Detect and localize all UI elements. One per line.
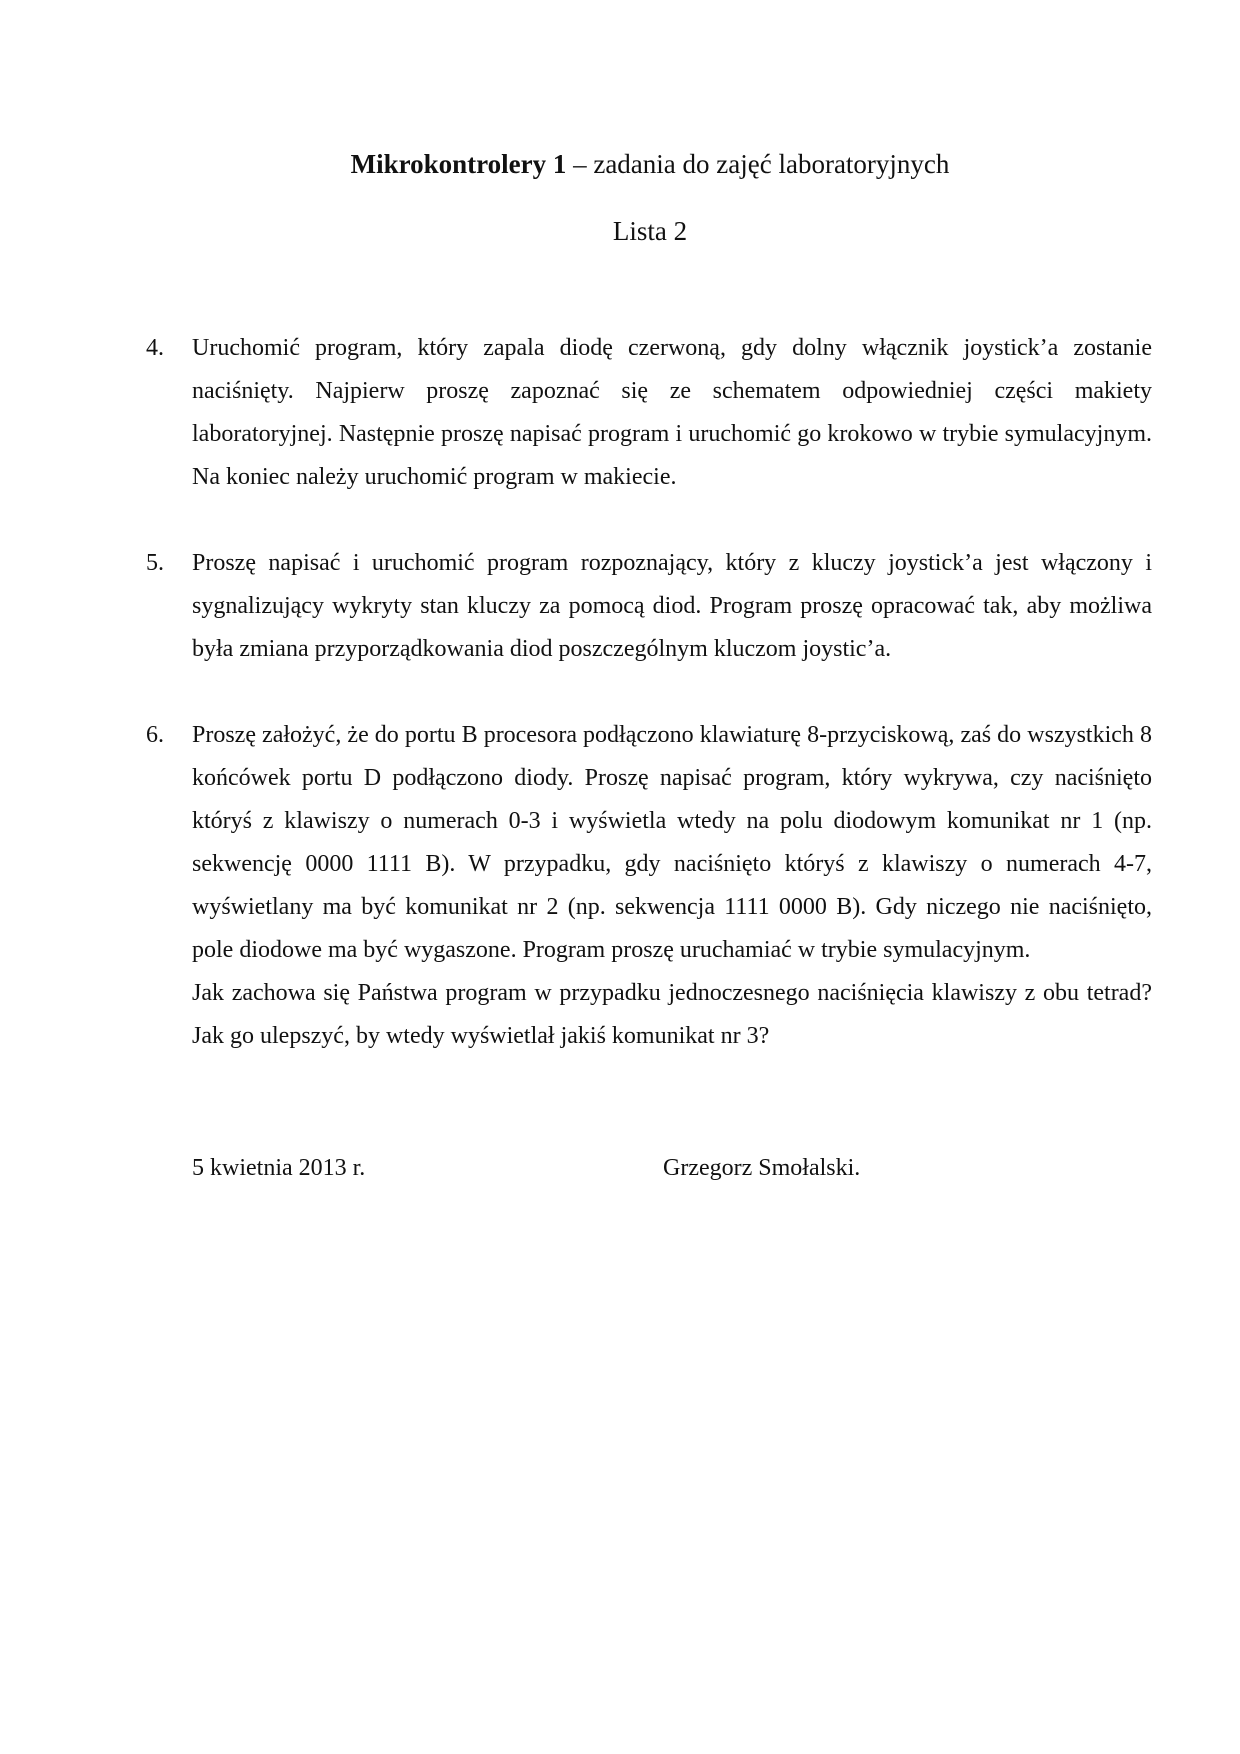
- document-title: [0, 144, 1240, 184]
- document-date: 5 kwietnia 2013 r.: [192, 1155, 366, 1181]
- course-name: Mikrokontrolery 1: [350, 149, 567, 179]
- task-item: [0, 327, 1240, 499]
- task-text: [192, 542, 1152, 671]
- task-paragraph: Proszę napisać i uruchomić program rozpoznający, który z kluczy joystick’a jest włączony i sygnalizujący wykryty stan kluczy za pomocą diod. Program proszę opracować tak, aby możliwa była zmiana przyporządkowania diod poszczególnym kluczom joystic’a.: [192, 550, 1152, 662]
- task-item: [0, 542, 1240, 671]
- task-list: [0, 327, 1240, 1101]
- document-author: Grzegorz Smołalski.: [663, 1155, 861, 1181]
- task-item: [0, 714, 1240, 1058]
- course-subtitle: – zadania do zajęć laboratoryjnych: [566, 149, 950, 179]
- task-paragraph: Uruchomić program, który zapala diodę czerwoną, gdy dolny włącznik joystick’a zostanie naciśnięty. Najpierw proszę zapoznać się ze schematem odpowiedniej części makiety laboratoryjnej. Następnie proszę napisać program i uruchomić go krokowo w trybie symulacyjnym. Na koniec należy uruchomić program w makiecie.: [192, 335, 1152, 490]
- task-number: 6.: [146, 722, 164, 748]
- task-text: [192, 327, 1152, 499]
- task-paragraph: Jak zachowa się Państwa program w przypadku jednoczesnego naciśnięcia klawiszy z obu tetrad? Jak go ulepszyć, by wtedy wyświetlał jakiś komunikat nr 3?: [192, 980, 1152, 1049]
- task-number: 5.: [146, 550, 164, 576]
- task-paragraph: Proszę założyć, że do portu B procesora podłączono klawiaturę 8-przyciskową, zaś do wszystkich 8 końcówek portu D podłączono diody. Proszę napisać program, który wykrywa, czy naciśnięto któryś z klawiszy o numerach 0-3 i wyświetla wtedy na polu diodowym komunikat nr 1 (np. sekwencję 0000 1111 B). W przypadku, gdy naciśnięto któryś z klawiszy o numerach 4-7, wyświetlany ma być komunikat nr 2 (np. sekwencja 1111 0000 B). Gdy niczego nie naciśnięto, pole diodowe ma być wygaszone. Program proszę uruchamiać w trybie symulacyjnym.: [192, 722, 1152, 963]
- list-title: Lista 2: [612, 216, 688, 246]
- task-text: [192, 714, 1152, 1058]
- task-number: 4.: [146, 335, 164, 361]
